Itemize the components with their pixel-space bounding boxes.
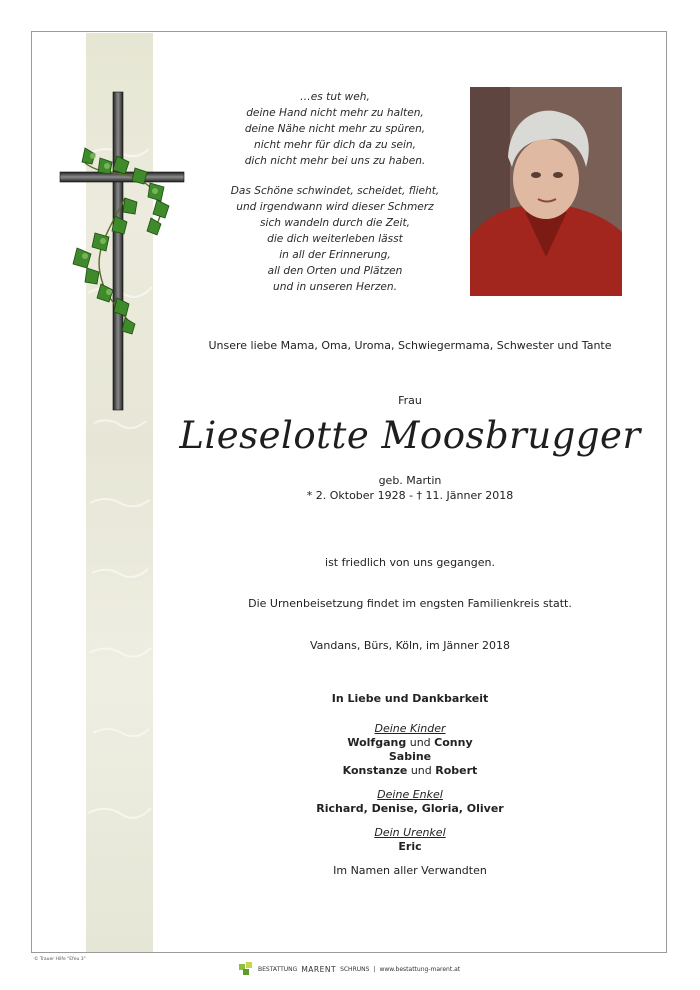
child-name: Wolfgang bbox=[347, 736, 407, 749]
closing-line: Im Namen aller Verwandten bbox=[333, 864, 487, 877]
poem-line: sich wandeln durch die Zeit, bbox=[260, 217, 410, 229]
footer-website[interactable]: www.bestattung-marent.at bbox=[379, 965, 461, 973]
deceased-name: Lieselotte Moosbrugger bbox=[179, 414, 641, 457]
mourners-heading: In Liebe und Dankbarkeit bbox=[331, 692, 489, 705]
maiden-name: geb. Martin bbox=[378, 474, 442, 487]
grandchildren-names: Richard, Denise, Gloria, Oliver bbox=[316, 802, 504, 815]
poem-line: all den Orten und Plätzen bbox=[267, 265, 403, 277]
grandchildren-group bbox=[160, 788, 660, 816]
cross-with-ivy-icon bbox=[55, 88, 190, 413]
children-group bbox=[160, 722, 660, 778]
poem-line: die dich weiterleben lässt bbox=[267, 233, 403, 245]
poem-stanza-2 bbox=[205, 183, 465, 295]
child-name: Konstanze bbox=[342, 764, 408, 777]
marent-logo-icon bbox=[238, 962, 254, 976]
children-line-3 bbox=[160, 764, 660, 778]
poem-line: deine Hand nicht mehr zu halten, bbox=[246, 107, 424, 119]
place-date: Vandans, Bürs, Köln, im Jänner 2018 bbox=[310, 639, 510, 652]
poem-line: Das Schöne schwindet, scheidet, flieht, bbox=[230, 185, 440, 197]
footer-prefix: BESTATTUNG bbox=[258, 965, 298, 973]
poem-line: deine Nähe nicht mehr zu spüren, bbox=[244, 123, 426, 135]
greatgrandchildren-group bbox=[160, 826, 660, 854]
and-word: und bbox=[409, 736, 431, 749]
life-dates: * 2. Oktober 1928 - † 11. Jänner 2018 bbox=[306, 489, 514, 502]
poem-line: und irgendwann wird dieser Schmerz bbox=[236, 201, 434, 213]
and-word: und bbox=[410, 764, 432, 777]
footer-separator: | bbox=[373, 965, 376, 973]
children-title: Deine Kinder bbox=[374, 722, 446, 735]
grandchildren-title: Deine Enkel bbox=[377, 788, 443, 801]
poem-line: und in unseren Herzen. bbox=[273, 281, 397, 293]
portrait-photo bbox=[470, 87, 622, 296]
children-line-2 bbox=[160, 750, 660, 764]
greatgrandchildren-title: Dein Urenkel bbox=[374, 826, 446, 839]
children-line-1 bbox=[160, 736, 660, 750]
greatgrandchildren-names: Eric bbox=[398, 840, 422, 853]
intro-line: Unsere liebe Mama, Oma, Uroma, Schwiegermama, Schwester und Tante bbox=[208, 339, 612, 352]
child-name: Sabine bbox=[388, 750, 432, 763]
poem-line: in all der Erinnerung, bbox=[279, 249, 391, 261]
funeral-home-footer bbox=[238, 962, 460, 976]
child-spouse-name: Robert bbox=[435, 764, 478, 777]
poem bbox=[205, 89, 465, 309]
salutation: Frau bbox=[398, 394, 422, 407]
footer-brand: MARENT bbox=[301, 964, 337, 974]
mourners-block bbox=[160, 692, 660, 878]
footer-town: SCHRUNS bbox=[340, 965, 370, 973]
child-spouse-name: Conny bbox=[434, 736, 473, 749]
poem-stanza-1 bbox=[205, 89, 465, 169]
poem-line: …es tut weh, bbox=[300, 91, 370, 103]
funeral-info: Die Urnenbeisetzung findet im engsten Familienkreis statt. bbox=[248, 597, 572, 610]
copyright-note: © Trauer Hilfe "Efeu 3" bbox=[34, 957, 86, 962]
poem-line: nicht mehr für dich da zu sein, bbox=[253, 139, 417, 151]
passed-away-line: ist friedlich von uns gegangen. bbox=[325, 556, 495, 569]
poem-line: dich nicht mehr bei uns zu haben. bbox=[244, 155, 426, 167]
